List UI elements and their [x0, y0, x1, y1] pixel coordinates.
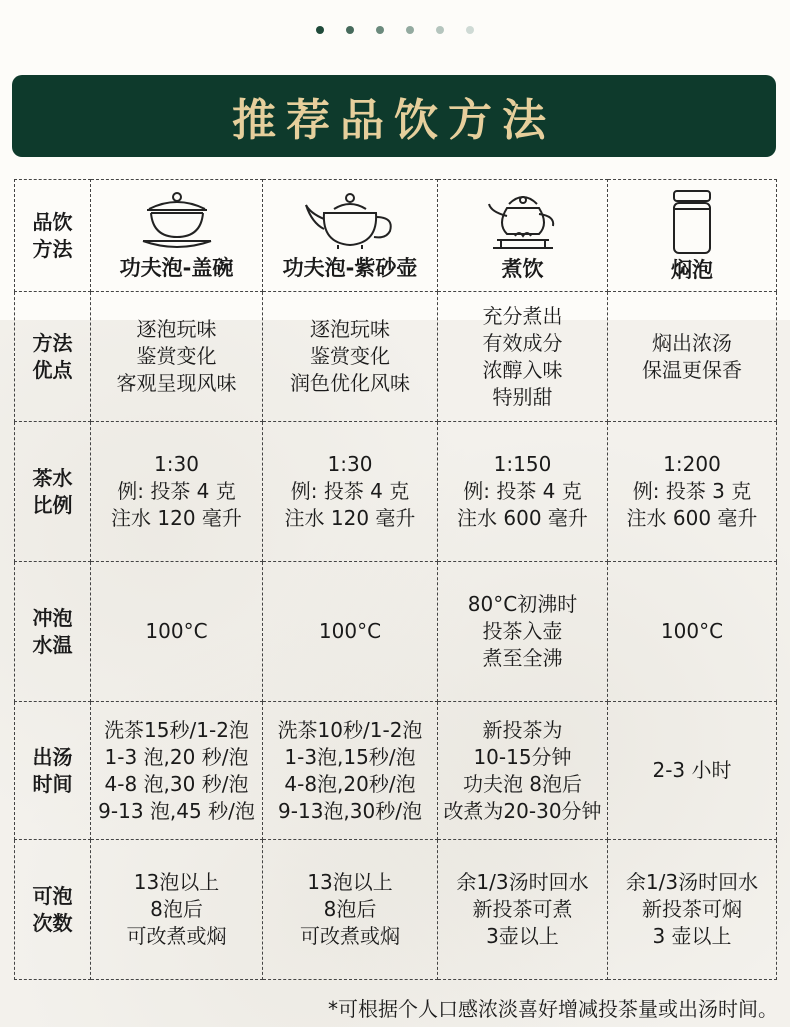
- table-cell: 充分煮出 有效成分 浓醇入味 特别甜: [438, 292, 608, 422]
- table-cell: 余1/3汤时回水 新投茶可煮 3壶以上: [438, 840, 608, 980]
- table-row-water-temperature: [15, 562, 777, 702]
- table-cell: 2-3 小时: [608, 702, 777, 840]
- table-cell: 余1/3汤时回水 新投茶可焖 3 壶以上: [608, 840, 777, 980]
- method-teapot: [263, 180, 438, 292]
- method-gaiwan: [91, 180, 263, 292]
- row-label-infusion-count: 可泡 次数: [15, 840, 91, 980]
- table-cell: 100°C: [608, 562, 777, 702]
- page-title: 推荐品饮方法: [232, 95, 556, 146]
- method-name: 焖泡: [671, 258, 713, 282]
- table-cell: 13泡以上 8泡后 可改煮或焖: [263, 840, 438, 980]
- table-cell: 1:30 例: 投茶 4 克 注水 120 毫升: [91, 422, 263, 562]
- pagination-dot[interactable]: [436, 26, 444, 34]
- table-cell: 100°C: [263, 562, 438, 702]
- pagination-dot[interactable]: [466, 26, 474, 34]
- method-name: 功夫泡-盖碗: [119, 256, 234, 280]
- kettle-stove-icon: [483, 190, 563, 254]
- table-cell: 逐泡玩味 鉴赏变化 客观呈现风味: [91, 292, 263, 422]
- row-label-advantages: 方法 优点: [15, 292, 91, 422]
- footnote: *可根据个人口感浓淡喜好增减投茶量或出汤时间。: [328, 997, 778, 1021]
- table-row-steeping-time: [15, 702, 777, 840]
- pagination-dot[interactable]: [406, 26, 414, 34]
- row-label-water-temperature: 冲泡 水温: [15, 562, 91, 702]
- method-name: 煮饮: [501, 257, 544, 281]
- gaiwan-icon: [137, 191, 217, 253]
- table-row-tea-water-ratio: [15, 422, 777, 562]
- row-label-steeping-time: 出汤 时间: [15, 702, 91, 840]
- table-cell: 焖出浓汤 保温更保香: [608, 292, 777, 422]
- table-cell: 新投茶为 10-15分钟 功夫泡 8泡后 改煮为20-30分钟: [438, 702, 608, 840]
- table-cell: 1:30 例: 投茶 4 克 注水 120 毫升: [263, 422, 438, 562]
- pagination-dot[interactable]: [346, 26, 354, 34]
- table-header-row: [15, 180, 777, 292]
- table-cell: 1:150 例: 投茶 4 克 注水 600 毫升: [438, 422, 608, 562]
- carousel-pagination: [0, 26, 790, 34]
- table-cell: 洗茶15秒/1-2泡 1-3 泡,20 秒/泡 4-8 泡,30 秒/泡 9-13 泡,45 秒/泡: [91, 702, 263, 840]
- method-name: 功夫泡-紫砂壶: [282, 256, 418, 280]
- table-cell: 13泡以上 8泡后 可改煮或焖: [91, 840, 263, 980]
- table-cell: 逐泡玩味 鉴赏变化 润色优化风味: [263, 292, 438, 422]
- method-boil: [438, 180, 608, 292]
- title-banner: [12, 75, 776, 157]
- table-cell: 洗茶10秒/1-2泡 1-3泡,15秒/泡 4-8泡,20秒/泡 9-13泡,30秒/泡: [263, 702, 438, 840]
- brewing-methods-table: [14, 179, 777, 980]
- teapot-icon: [302, 191, 398, 253]
- thermos-icon: [670, 189, 714, 255]
- table-cell: 80°C初沸时 投茶入壶 煮至全沸: [438, 562, 608, 702]
- method-steep-thermos: [608, 180, 777, 292]
- table-row-advantages: [15, 292, 777, 422]
- table-row-infusion-count: [15, 840, 777, 980]
- table-cell: 100°C: [91, 562, 263, 702]
- pagination-dot[interactable]: [316, 26, 324, 34]
- table-cell: 1:200 例: 投茶 3 克 注水 600 毫升: [608, 422, 777, 562]
- pagination-dot[interactable]: [376, 26, 384, 34]
- row-label-tea-water-ratio: 茶水 比例: [15, 422, 91, 562]
- row-label-method: 品饮 方法: [15, 180, 91, 292]
